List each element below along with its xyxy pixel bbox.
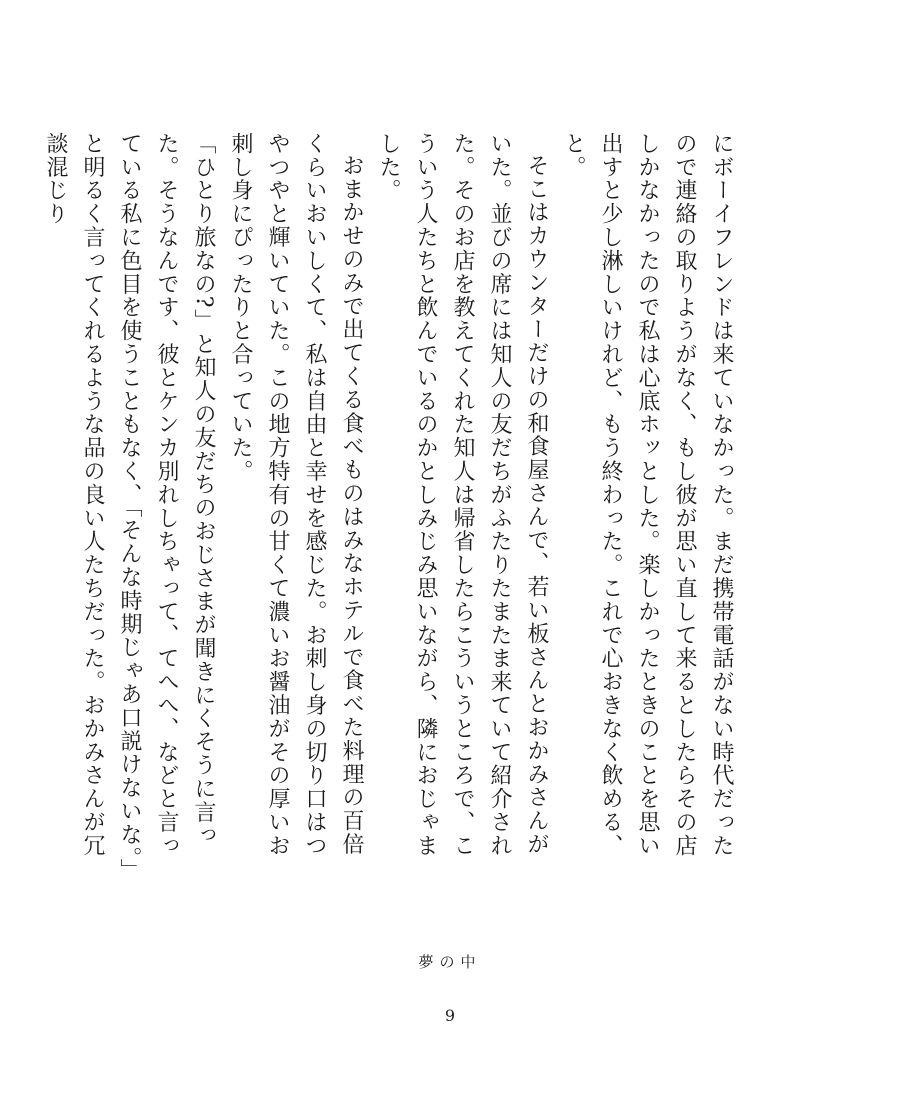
body-text — [43, 132, 740, 877]
page-number: 9 — [444, 1006, 456, 1025]
running-title: 夢の中 — [418, 953, 482, 971]
paragraph-1: にボーイフレンドは来ていなかった。まだ携帯電話がない時代だったので連絡の取りようがなく、もし彼が思い直して来るとしたらその店しかなかったので私は心底ホッとした。楽しかったときのことを思い出すと少し淋しいけれど、もう終わった。これで心おきなく飲める、と。 — [561, 132, 734, 858]
paragraph-3: おまかせのみで出てくる食べものはみなホテルで食べた料理の百倍くらいおいしくて、私は自由と幸せを感じた。お刺し身の切り口はつやつやと輝いていた。この地方特有の甘くて濃いお醤油がその厚いお刺し身にぴったりと合っていた。 — [228, 132, 364, 858]
paragraph-4: 「ひとり旅なの?」と知人の友だちのおじさまが聞きにくそうに言った。そうなんです、彼とケンカ別れしちゃって、てへへ、などと言っている私に色目を使うこともなく、「そんな時期じゃあ口説けないな。」と明るく言ってくれるような品の良い人たちだった。おかみさんが冗談混じり — [43, 132, 216, 872]
paragraph-2: そこはカウンターだけの和食屋さんで、若い板さんとおかみさんがいた。並びの席には知人の友だちがふたりたまたま来ていて紹介された。そのお店を教えてくれた知人は帰省したらこういうところで、こういう人たちと飲んでいるのかとしみじみ思いながら、隣におじゃました。 — [376, 132, 549, 858]
